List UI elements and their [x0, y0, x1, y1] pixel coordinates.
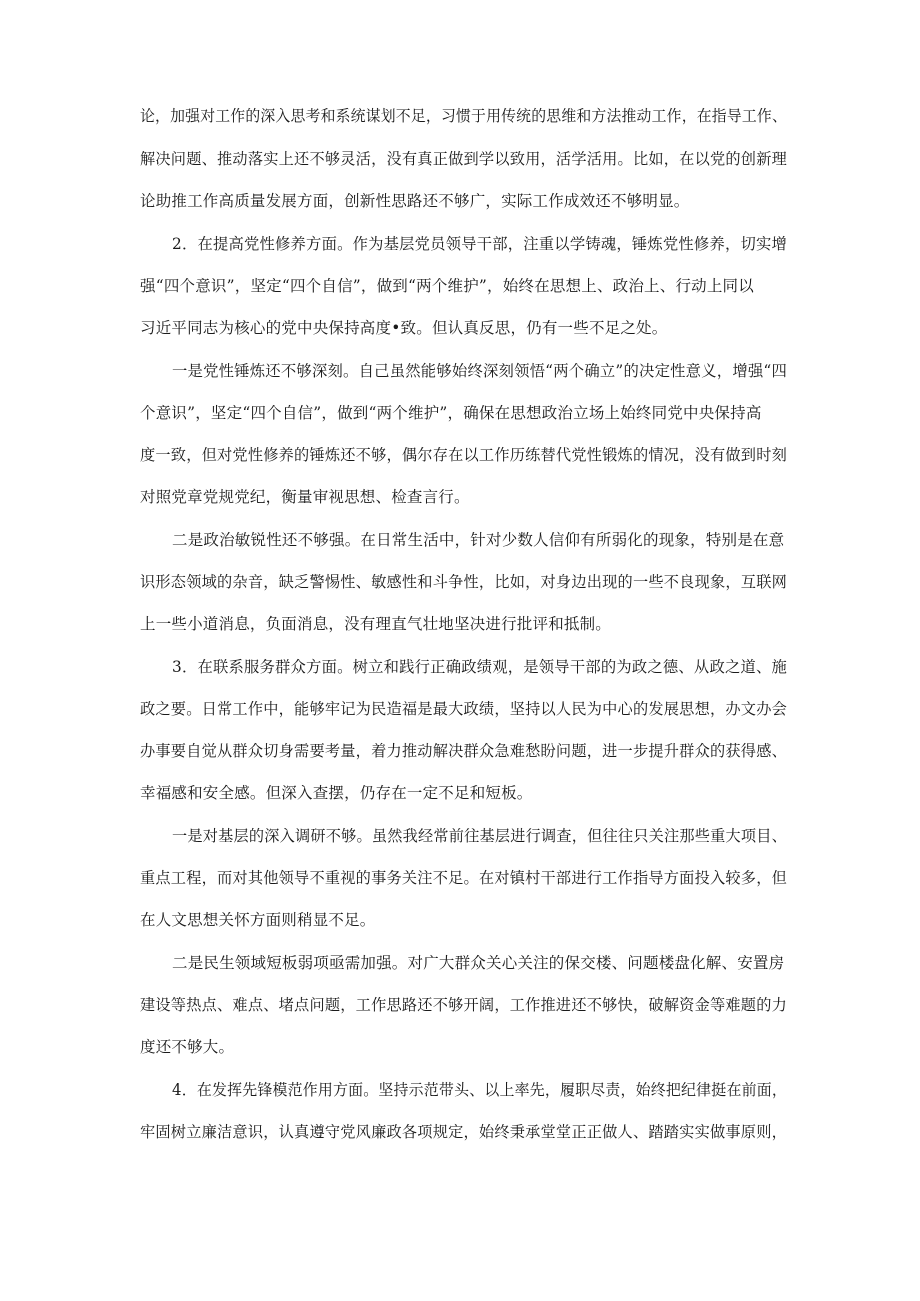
line-text: 牢固树立廉洁意识，认真遵守党风廉政各项规定，始终秉承堂堂正正做人、踏踏实实做事原则，: [140, 1123, 788, 1141]
line-text: 个意识”，坚定“四个自信”，做到“两个维护”，确保在思想政治立场上始终同党中央保持高: [140, 404, 762, 422]
line-text: 幸福感和安全感。但深入查摆，仍存在一定不足和短板。: [140, 784, 533, 802]
line-text: 二是政治敏锐性还不够强。在日常生活中，针对少数人信仰有所弱化的现象，特别是在意: [172, 531, 785, 549]
line-text: 重点工程，而对其他领导不重视的事务关注不足。在对镇村干部进行工作指导方面投入较多，但: [140, 869, 788, 887]
line-text: 解决问题、推动落实上还不够灵活，没有真正做到学以致用，活学活用。比如，在以党的创新理: [140, 150, 788, 168]
line-text: 强“四个意识”，坚定“四个自信”，做到“两个维护”，始终在思想上、政治上、行动上同以: [140, 277, 754, 295]
line-text: 4．在发挥先锋模范作用方面。坚持示范带头、以上率先，履职尽责，始终把纪律挺在前面，: [172, 1081, 787, 1099]
line-text: 度一致，但对党性修养的锤炼还不够，偶尔存在以工作历练替代党性锻炼的情况，没有做到时刻: [140, 446, 788, 464]
line-text: 度还不够大。: [140, 1038, 235, 1056]
line-text: 上一些小道消息，负面消息，没有理直气壮地坚决进行批评和抵制。: [140, 615, 612, 633]
line-text: 建设等热点、难点、堵点问题，工作思路还不够开阔，工作推进还不够快，破解资金等难题的力: [140, 996, 788, 1014]
line-text: 二是民生领域短板弱项亟需加强。对广大群众关心关注的保交楼、问题楼盘化解、安置房: [172, 954, 785, 972]
line-text: 论助推工作高质量发展方面，创新性思路还不够广，实际工作成效还不够明显。: [140, 192, 690, 210]
line-text: 对照党章党规党纪，衡量审视思想、检查言行。: [140, 488, 470, 506]
line-text: 2．在提高党性修养方面。作为基层党员领导干部，注重以学铸魂，锤炼党性修养，切实增: [172, 235, 788, 253]
line-text: 一是对基层的深入调研不够。虽然我经常前往基层进行调查，但往往只关注那些重大项目、: [172, 827, 788, 845]
line-text: 一是党性锤炼还不够深刻。自己虽然能够始终深刻领悟“两个确立”的决定性意义，增强“四: [172, 362, 788, 380]
line-text: 在人文思想关怀方面则稍显不足。: [140, 911, 376, 929]
line-text: 识形态领域的杂音，缺乏警惕性、敏感性和斗争性，比如，对身边出现的一些不良现象，互联网: [140, 573, 788, 591]
line-text: 论，加强对工作的深入思考和系统谋划不足，习惯于用传统的思维和方法推动工作，在指导工作、: [140, 107, 788, 125]
line-text: 习近平同志为核心的党中央保持高度•致。但认真反思，仍有一些不足之处。: [140, 319, 668, 337]
line-text: 办事要自觉从群众切身需要考量，着力推动解决群众急难愁盼问题，进一步提升群众的获得感、: [140, 742, 788, 760]
line-text: 政之要。日常工作中，能够牢记为民造福是最大政绩，坚持以人民为中心的发展思想，办文办会: [140, 700, 788, 718]
line-text: 3．在联系服务群众方面。树立和践行正确政绩观，是领导干部的为政之德、从政之道、施: [172, 658, 788, 676]
